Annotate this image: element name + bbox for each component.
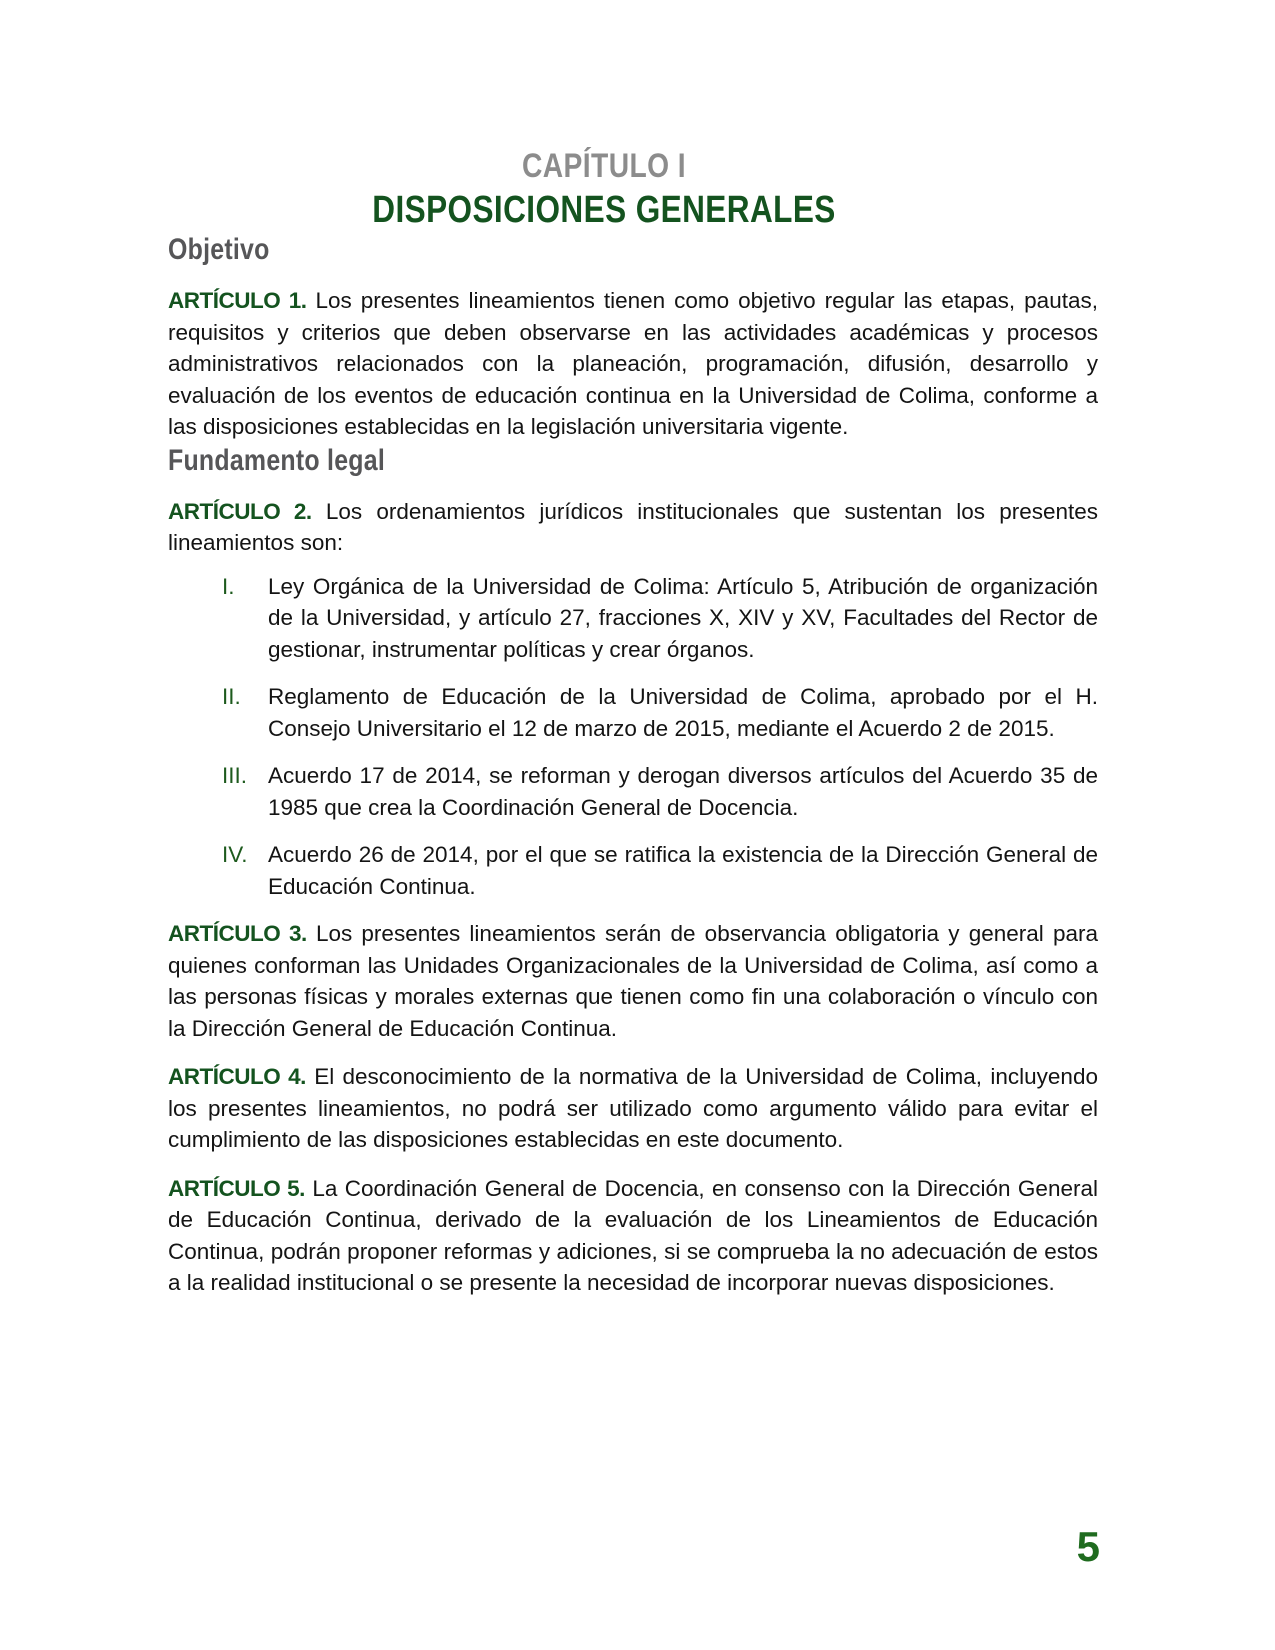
list-item-numeral: I.: [222, 573, 235, 599]
list-item: [168, 681, 1098, 744]
article-4-text: El desconocimiento de la normativa de la Universidad de Colima, incluyendo los presentes lineamientos, no podrá ser utilizado como argumento válido para evitar el cumplimiento de las disposiciones establecidas en este documento.: [168, 1064, 1098, 1152]
chapter-kicker: CAPÍTULO I: [521, 147, 687, 185]
article-3-paragraph: [168, 918, 1098, 1044]
article-5-paragraph: [168, 1173, 1098, 1299]
list-item-text: Acuerdo 26 de 2014, por el que se ratifica la existencia de la Dirección General de Educación Continua.: [268, 842, 1098, 899]
list-item-text: Ley Orgánica de la Universidad de Colima: Artículo 5, Atribución de organización de la Universidad, y artículo 27, fracciones X, XIV y XV, Facultades del Rector de gestionar, instrumentar políticas y crear órganos.: [268, 573, 1098, 662]
article-2-text: Los ordenamientos jurídicos institucionales que sustentan los presentes lineamientos son:: [168, 498, 1098, 555]
article-4-label: ARTÍCULO 4.: [168, 1064, 306, 1089]
article-5-text: La Coordinación General de Docencia, en consenso con la Dirección General de Educación Continua, derivado de la evaluación de los Lineamientos de Educación Continua, podrán proponer reformas y adiciones, si se comprueba la no adecuación de estos a la realidad institucional o se presente la necesidad de incorporar nuevas disposiciones.: [168, 1175, 1098, 1295]
article-5-label: ARTÍCULO 5.: [168, 1175, 305, 1201]
list-item-text: Acuerdo 17 de 2014, se reforman y derogan diversos artículos del Acuerdo 35 de 1985 que crea la Coordinación General de Docencia.: [268, 763, 1098, 820]
article-3-label: ARTÍCULO 3.: [168, 921, 307, 946]
list-item-numeral: II.: [222, 684, 241, 709]
section-heading-fundamento-legal: Fundamento legal: [168, 443, 386, 477]
article-3-text: Los presentes lineamientos serán de observancia obligatoria y general para quienes conforman las Unidades Organizacionales de la Universidad de Colima, así como a las personas físicas y morales externas que tienen como fin una colaboración o vínculo con la Dirección General de Educación Continua.: [168, 921, 1098, 1041]
chapter-title: DISPOSICIONES GENERALES: [372, 189, 836, 231]
article-1-text: Los presentes lineamientos tienen como objetivo regular las etapas, pautas, requisitos y criterios que deben observarse en las actividades académicas y procesos administrativos relacionados con la planeación, programación, difusión, desarrollo y evaluación de los eventos de educación continua en la Universidad de Colima, conforme a las disposiciones establecidas en la legislación universitaria vigente.: [168, 288, 1098, 439]
chapter-header: [168, 146, 1040, 232]
legal-foundations-list: [168, 571, 1098, 903]
article-1-paragraph: [168, 285, 1098, 443]
article-1-label: ARTÍCULO 1.: [168, 288, 307, 313]
article-2-label: ARTÍCULO 2.: [168, 498, 312, 524]
list-item-text: Reglamento de Educación de la Universidad de Colima, aprobado por el H. Consejo Universitario el 12 de marzo de 2015, mediante el Acuerdo 2 de 2015.: [268, 684, 1098, 741]
list-item: [168, 571, 1098, 666]
article-4-paragraph: [168, 1061, 1098, 1156]
list-item: [168, 839, 1098, 902]
page-number: 5: [1076, 1523, 1100, 1570]
list-item-numeral: III.: [222, 763, 248, 788]
list-item-numeral: IV.: [222, 842, 248, 867]
list-item: [168, 760, 1098, 823]
document-content: [168, 0, 1098, 1299]
section-heading-objetivo: Objetivo: [168, 233, 270, 266]
article-2-paragraph: [168, 496, 1098, 559]
